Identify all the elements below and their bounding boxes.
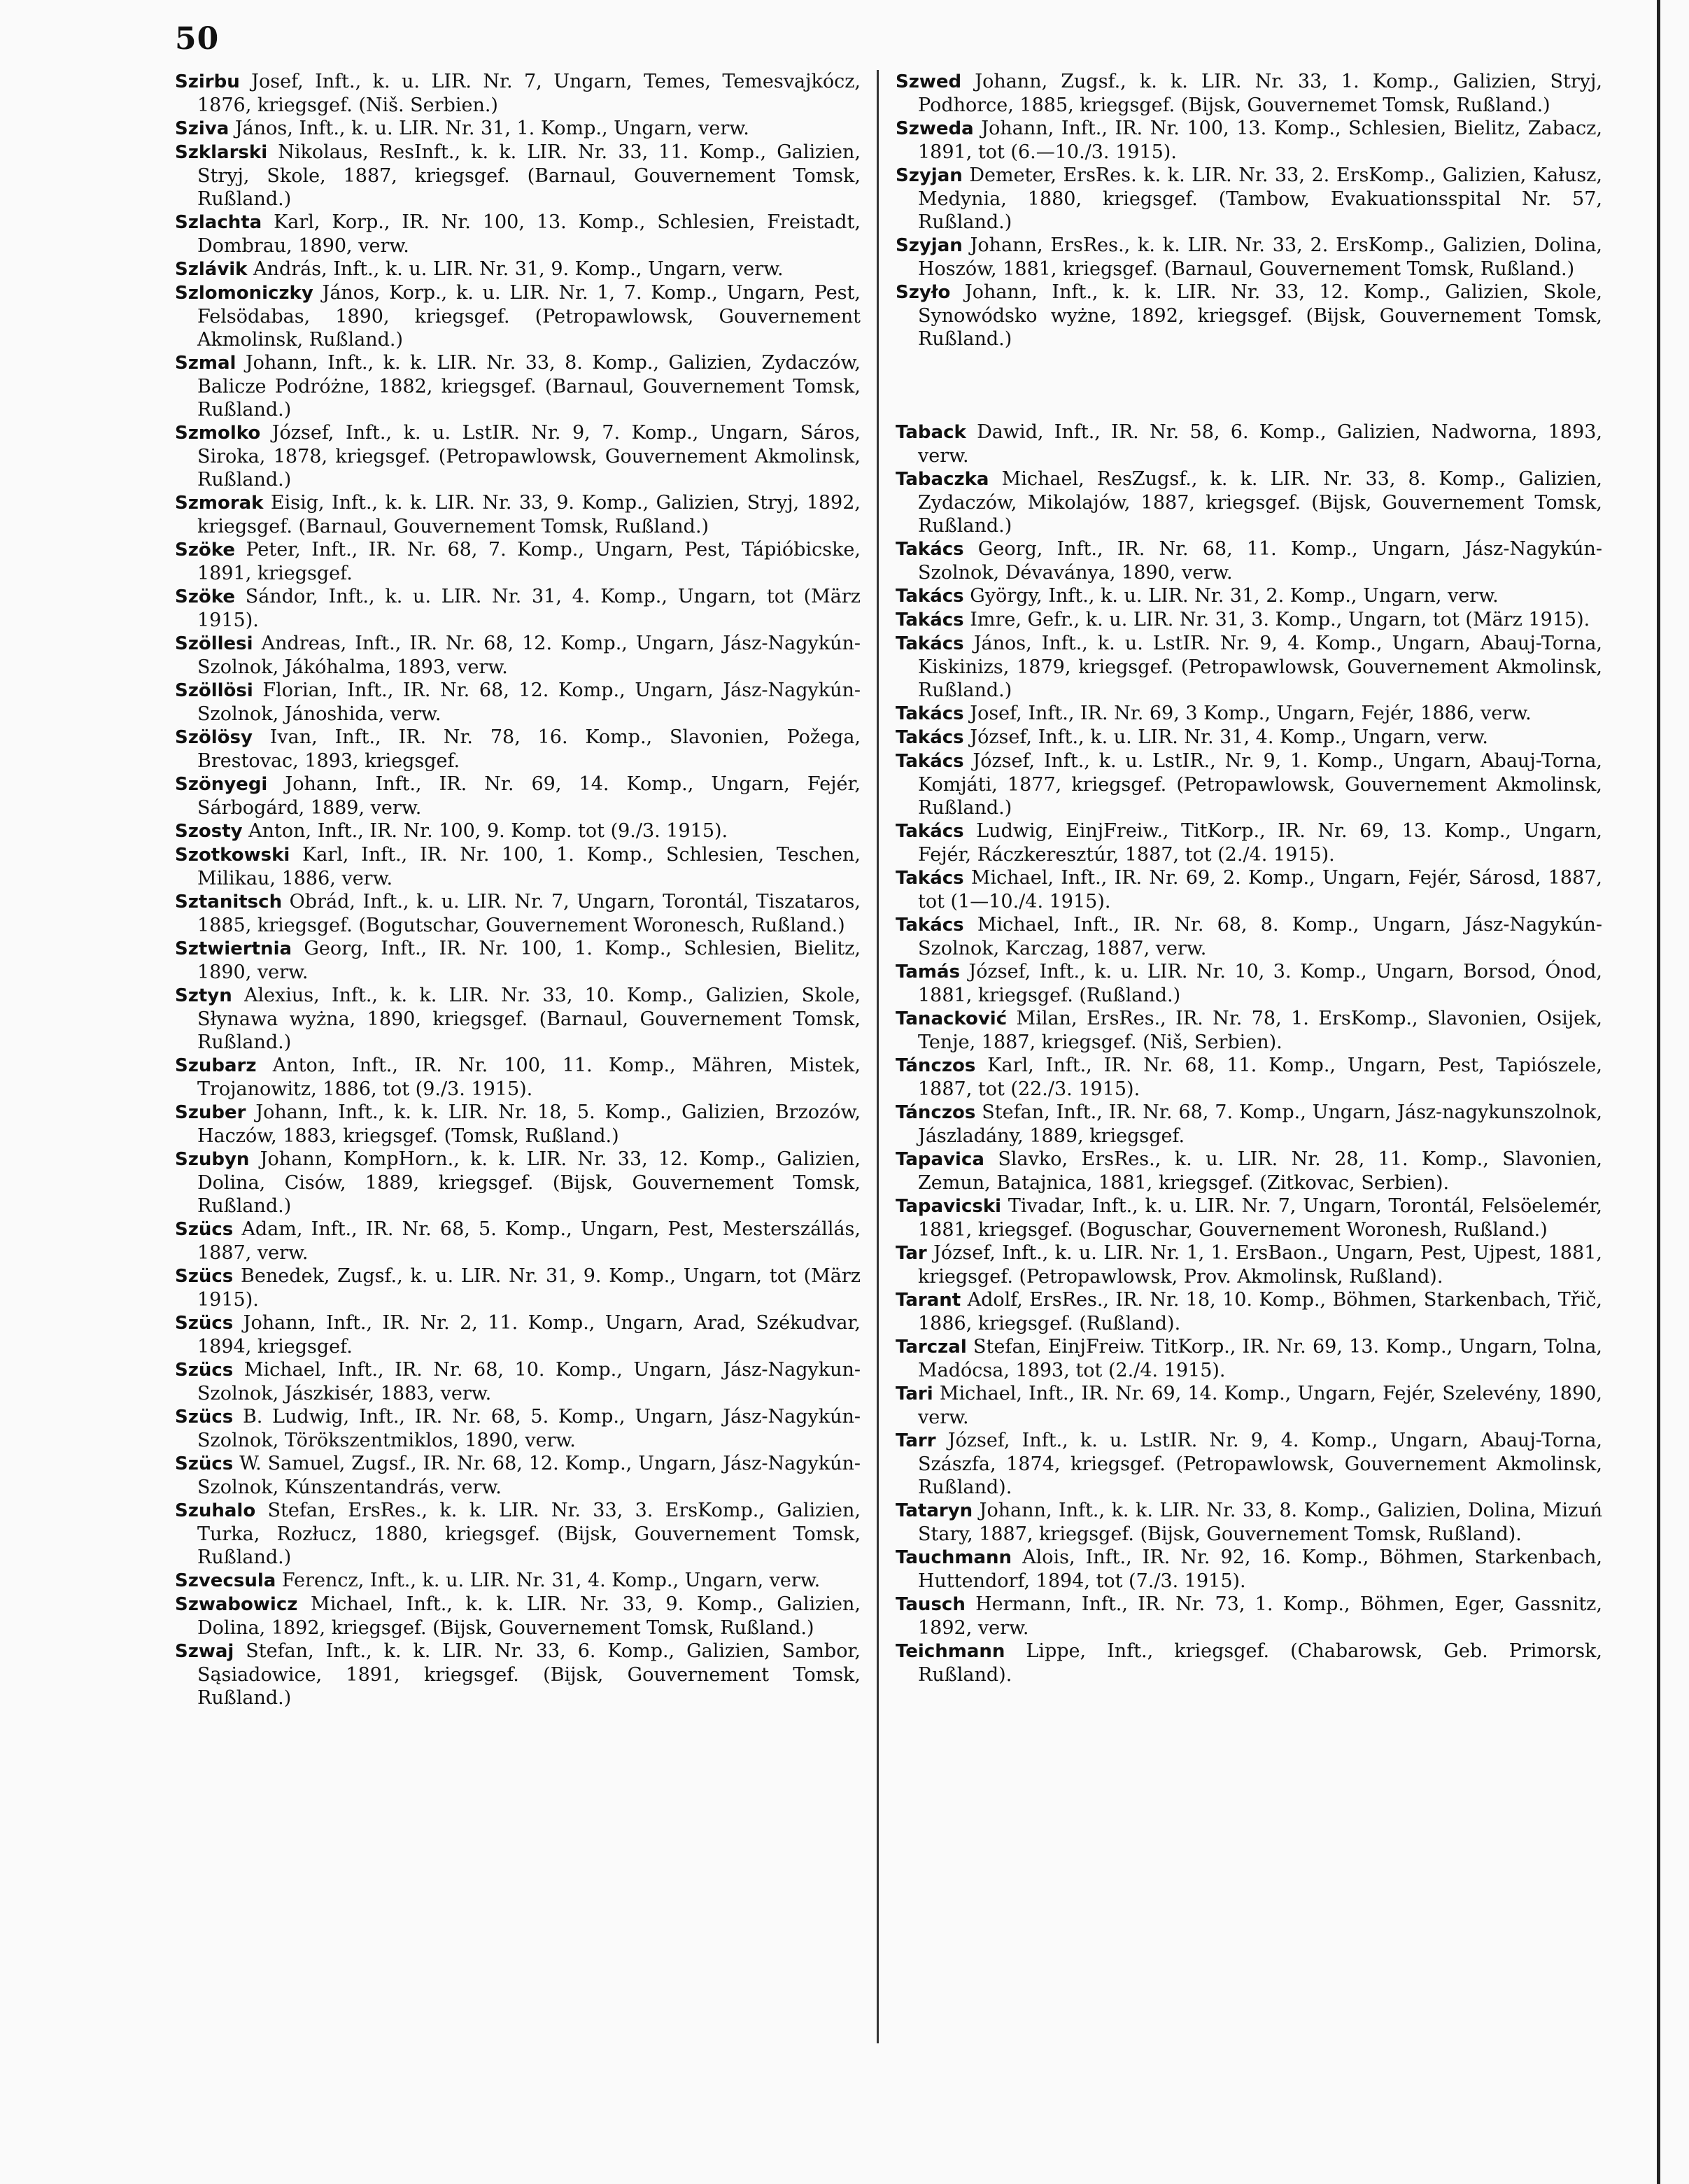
entry-details: B. Ludwig, Inft., IR. Nr. 68, 5. Komp., Ungarn, Jász-Nagykún-Szolnok, Törökszentmiklos, 1890, verw.: [197, 1406, 861, 1451]
section-gap: [896, 351, 1602, 421]
entry-details: Josef, Inft., k. u. LIR. Nr. 7, Ungarn, Temes, Temesvajkócz, 1876, kriegsgef. (Niš. Serbien.): [197, 71, 861, 116]
entry-details: Stefan, ErsRes., k. k. LIR. Nr. 33, 3. ErsKomp., Galizien, Turka, Rozłucz, 1880, kriegsgef. (Bijsk, Gouvernement Tomsk, Rußland.): [197, 1500, 861, 1568]
casualty-entry: [175, 843, 861, 890]
entry-surname: Sztanitsch: [175, 892, 283, 913]
casualty-entry: [175, 984, 861, 1054]
entry-surname: Tarant: [896, 1290, 961, 1311]
casualty-entry: [175, 679, 861, 726]
entry-surname: Szyło: [896, 282, 951, 303]
entry-surname: Takács: [896, 915, 964, 936]
entry-surname: Takács: [896, 633, 964, 654]
casualty-entry: [175, 421, 861, 491]
entry-details: József, Inft., k. u. LIR. Nr. 1, 1. ErsBaon., Ungarn, Pest, Ujpest, 1881, kriegsgef. (Petropawlowsk, Prov. Akmolinsk, Rußland).: [918, 1242, 1602, 1288]
entry-surname: Szvecsula: [175, 1570, 276, 1591]
entry-surname: Szotkowski: [175, 845, 290, 866]
casualty-entry: [896, 281, 1602, 351]
entry-details: Karl, Korp., IR. Nr. 100, 13. Komp., Schlesien, Freistadt, Dombrau, 1890, verw.: [197, 211, 861, 257]
casualty-entry: [175, 632, 861, 679]
entry-surname: Sztwiertnia: [175, 938, 292, 959]
entry-details: Imre, Gefr., k. u. LIR. Nr. 31, 3. Komp., Ungarn, tot (März 1915).: [963, 609, 1590, 630]
entry-details: Alois, Inft., IR. Nr. 92, 16. Komp., Böhmen, Starkenbach, Huttendorf, 1894, tot (7./3. 1915).: [918, 1547, 1602, 1592]
entry-surname: Szücs: [175, 1360, 234, 1381]
casualty-entry: [896, 1499, 1602, 1546]
entry-surname: Szwed: [896, 71, 962, 92]
casualty-entry: [896, 584, 1602, 608]
entry-surname: Szwabowicz: [175, 1594, 298, 1615]
entry-surname: Tarr: [896, 1430, 936, 1451]
entry-details: Ferencz, Inft., k. u. LIR. Nr. 31, 4. Komp., Ungarn, verw.: [276, 1570, 821, 1591]
entry-details: Johann, KompHorn., k. k. LIR. Nr. 33, 12. Komp., Galizien, Dolina, Cisów, 1889, kriegsgef. (Bijsk, Gouvernement Tomsk, Rußland.): [197, 1148, 861, 1217]
casualty-entry: [175, 1640, 861, 1710]
entry-surname: Szosty: [175, 821, 243, 842]
entry-surname: Szücs: [175, 1313, 234, 1334]
entry-surname: Szuhalo: [175, 1500, 256, 1521]
entry-surname: Szönyegi: [175, 774, 268, 795]
entry-surname: Takács: [896, 610, 964, 630]
casualty-entry: [175, 1593, 861, 1640]
entry-surname: Szyjan: [896, 165, 963, 186]
entry-details: János, Inft., k. u. LstIR. Nr. 9, 4. Komp., Ungarn, Abauj-Torna, Kiskinizs, 1879, kriegsgef. (Petropawlowsk, Gouvernement Akmolinsk, Rußland.): [918, 633, 1602, 701]
casualty-entry: [175, 211, 861, 258]
casualty-entry: [896, 1382, 1602, 1429]
casualty-entry: [896, 749, 1602, 819]
entry-details: Obrád, Inft., k. u. LIR. Nr. 7, Ungarn, Torontál, Tiszataros, 1885, kriegsgef. (Bogutschar, Gouvernement Woronesch, Rußland.): [197, 891, 861, 936]
casualty-entry: [175, 1264, 861, 1311]
entry-details: Demeter, ErsRes. k. k. LIR. Nr. 33, 2. ErsKomp., Galizien, Kałusz, Medynia, 1880, kriegsgef. (Tambow, Evakuationsspital Nr. 57, Rußland.): [918, 164, 1602, 233]
entry-surname: Szöke: [175, 586, 235, 607]
casualty-entry: [175, 117, 861, 141]
entry-surname: Takács: [896, 868, 964, 889]
casualty-entry: [896, 234, 1602, 281]
casualty-entry: [175, 1452, 861, 1499]
entry-surname: Szweda: [896, 118, 974, 139]
entry-surname: Szöllesi: [175, 633, 253, 654]
entry-surname: Tauchmann: [896, 1547, 1012, 1568]
casualty-entry: [896, 1546, 1602, 1593]
entry-details: Anton, Inft., IR. Nr. 100, 9. Komp. tot (9./3. 1915).: [242, 820, 728, 842]
casualty-entry: [896, 1241, 1602, 1288]
entry-details: Georg, Inft., IR. Nr. 100, 1. Komp., Schlesien, Bielitz, 1890, verw.: [197, 938, 861, 983]
entry-details: Michael, Inft., IR. Nr. 68, 8. Komp., Ungarn, Jász-Nagykún-Szolnok, Karczag, 1887, verw.: [918, 914, 1602, 959]
entry-surname: Szlachta: [175, 212, 262, 233]
entry-details: Adam, Inft., IR. Nr. 68, 5. Komp., Ungarn, Pest, Mesterszállás, 1887, verw.: [197, 1218, 861, 1264]
entry-details: Stefan, Inft., IR. Nr. 68, 7. Komp., Ungarn, Jász-nagykunszolnok, Jászladány, 1889, kriegsgef.: [918, 1101, 1602, 1147]
entry-surname: Sziva: [175, 118, 229, 139]
casualty-entry: [896, 866, 1602, 913]
entry-surname: Szklarski: [175, 142, 268, 163]
column-divider: [877, 70, 879, 2043]
entry-details: Johann, Inft., k. k. LIR. Nr. 33, 8. Komp., Galizien, Dolina, Mizuń Stary, 1887, kriegsgef. (Bijsk, Gouvernement Tomsk, Rußland).: [918, 1500, 1602, 1545]
entry-surname: Takács: [896, 703, 964, 724]
entry-surname: Szubyn: [175, 1149, 250, 1170]
entry-details: W. Samuel, Zugsf., IR. Nr. 68, 12. Komp., Ungarn, Jász-Nagykún-Szolnok, Kúnszentandrás, verw.: [197, 1453, 861, 1498]
entry-details: Ludwig, EinjFreiw., TitKorp., IR. Nr. 69, 13. Komp., Ungarn, Fejér, Ráczkeresztúr, 1887, tot (2./4. 1915).: [918, 820, 1602, 866]
entry-details: Michael, Inft., IR. Nr. 68, 10. Komp., Ungarn, Jász-Nagykun-Szolnok, Jászkisér, 1883, verw.: [197, 1359, 861, 1404]
entry-surname: Szmal: [175, 353, 236, 374]
casualty-entry: [896, 70, 1602, 117]
entry-surname: Szuber: [175, 1102, 246, 1123]
casualty-entry: [175, 726, 861, 773]
casualty-entry: [896, 1335, 1602, 1382]
entry-surname: Szyjan: [896, 235, 963, 256]
entry-details: Johann, Inft., IR. Nr. 69, 14. Komp., Ungarn, Fejér, Sárbogárd, 1889, verw.: [197, 773, 861, 819]
entry-surname: Szirbu: [175, 71, 240, 92]
entry-details: Michael, Inft., k. k. LIR. Nr. 33, 9. Komp., Galizien, Dolina, 1892, kriegsgef. (Bijsk, Gouvernement Tomsk, Rußland.): [197, 1593, 861, 1639]
entry-details: János, Korp., k. u. LIR. Nr. 1, 7. Komp., Ungarn, Pest, Felsödabas, 1890, kriegsgef. (Petropawlowsk, Gouvernement Akmolinsk, Rußland.): [197, 282, 861, 351]
entry-details: Dawid, Inft., IR. Nr. 58, 6. Komp., Galizien, Nadworna, 1893, verw.: [918, 421, 1602, 467]
casualty-entry: [896, 702, 1602, 726]
entry-surname: Tánczos: [896, 1102, 976, 1123]
casualty-entry: [175, 1358, 861, 1405]
casualty-entry: [175, 819, 861, 843]
entry-details: György, Inft., k. u. LIR. Nr. 31, 2. Komp., Ungarn, verw.: [963, 585, 1499, 607]
entry-details: András, Inft., k. u. LIR. Nr. 31, 9. Komp., Ungarn, verw.: [247, 258, 784, 280]
entry-details: Stefan, Inft., k. k. LIR. Nr. 33, 6. Komp., Galizien, Sambor, Sąsiadowice, 1891, kriegsgef. (Bijsk, Gouvernement Tomsk, Rußland.): [197, 1640, 861, 1709]
entry-details: Eisig, Inft., k. k. LIR. Nr. 33, 9. Komp., Galizien, Stryj, 1892, kriegsgef. (Barnaul, Gouvernement Tomsk, Rußland.): [197, 492, 861, 537]
entry-surname: Tarczal: [896, 1337, 967, 1358]
casualty-entry: [896, 960, 1602, 1007]
entry-details: Johann, Inft., k. k. LIR. Nr. 18, 5. Komp., Galizien, Brzozów, Haczów, 1883, kriegsgef. (Tomsk, Rußland.): [197, 1101, 861, 1147]
casualty-entry: [175, 585, 861, 632]
entry-surname: Szücs: [175, 1219, 234, 1240]
entry-details: Benedek, Zugsf., k. u. LIR. Nr. 31, 9. Komp., Ungarn, tot (März 1915).: [197, 1265, 861, 1311]
entry-details: Johann, Inft., IR. Nr. 2, 11. Komp., Ungarn, Arad, Székudvar, 1894, kriegsgef.: [197, 1312, 861, 1358]
entry-surname: Szölösy: [175, 727, 253, 748]
entry-details: Sándor, Inft., k. u. LIR. Nr. 31, 4. Komp., Ungarn, tot (März 1915).: [197, 586, 861, 631]
entry-surname: Tamás: [896, 961, 961, 982]
entry-surname: Takács: [896, 751, 964, 772]
casualty-entry: [896, 913, 1602, 960]
entry-details: Lippe, Inft., kriegsgef. (Chabarowsk, Geb. Primorsk, Rußland).: [918, 1640, 1602, 1686]
casualty-entry: [896, 819, 1602, 866]
casualty-entry: [175, 491, 861, 538]
entry-details: Florian, Inft., IR. Nr. 68, 12. Komp., Ungarn, Jász-Nagykún-Szolnok, Jánoshida, verw.: [197, 679, 861, 725]
casualty-entry: [896, 1101, 1602, 1148]
casualty-entry: [175, 1405, 861, 1452]
entry-details: Michael, Inft., IR. Nr. 69, 14. Komp., Ungarn, Fejér, Szelevény, 1890, verw.: [918, 1383, 1602, 1428]
entry-details: Josef, Inft., IR. Nr. 69, 3 Komp., Ungarn, Fejér, 1886, verw.: [963, 703, 1532, 724]
casualty-entry: [896, 1593, 1602, 1640]
casualty-entry: [896, 164, 1602, 234]
casualty-entry: [175, 1101, 861, 1148]
entry-details: Anton, Inft., IR. Nr. 100, 11. Komp., Mähren, Mistek, Trojanowitz, 1886, tot (9./3. 1915).: [197, 1055, 861, 1100]
casualty-entry: [896, 537, 1602, 584]
entry-details: Georg, Inft., IR. Nr. 68, 11. Komp., Ungarn, Jász-Nagykún-Szolnok, Dévaványa, 1890, verw.: [918, 538, 1602, 584]
entry-surname: Tari: [896, 1383, 933, 1404]
casualty-entry: [175, 70, 861, 117]
entry-surname: Teichmann: [896, 1641, 1005, 1662]
casualty-entry: [175, 538, 861, 585]
casualty-entry: [896, 632, 1602, 702]
casualty-entry: [896, 1054, 1602, 1101]
page-number: 50: [175, 21, 220, 57]
entry-details: József, Inft., k. u. LIR. Nr. 31, 4. Komp., Ungarn, verw.: [963, 726, 1488, 748]
entry-surname: Tabaczka: [896, 469, 989, 490]
entry-surname: Szmolko: [175, 423, 261, 444]
entry-details: József, Inft., k. u. LstIR. Nr. 9, 4. Komp., Ungarn, Abauj-Torna, Szászfa, 1874, kriegsgef. (Petropawlowsk, Gouvernement Akmolinsk, Rußland).: [918, 1430, 1602, 1498]
casualty-entry: [175, 1499, 861, 1569]
entry-surname: Takács: [896, 821, 964, 842]
entry-details: Adolf, ErsRes., IR. Nr. 18, 10. Komp., Böhmen, Starkenbach, Třič, 1886, kriegsgef. (Rußland).: [918, 1289, 1602, 1334]
entry-surname: Szwaj: [175, 1641, 234, 1662]
entry-details: Johann, Inft., IR. Nr. 100, 13. Komp., Schlesien, Bielitz, Zabacz, 1891, tot (6.—10./3. 1915).: [918, 118, 1602, 163]
entry-details: Karl, Inft., IR. Nr. 100, 1. Komp., Schlesien, Teschen, Milikau, 1886, verw.: [197, 844, 861, 889]
entry-details: Tivadar, Inft., k. u. LIR. Nr. 7, Ungarn, Torontál, Felsöelemér, 1881, kriegsgef. (Boguschar, Gouvernement Woronesh, Rußland.): [918, 1195, 1602, 1241]
entry-surname: Tánczos: [896, 1055, 976, 1076]
entry-details: Johann, Inft., k. k. LIR. Nr. 33, 8. Komp., Galizien, Zydaczów, Balicze Podróżne, 1882, kriegsgef. (Barnaul, Gouvernement Tomsk, Rußland.): [197, 352, 861, 421]
entry-details: Milan, ErsRes., IR. Nr. 78, 1. ErsKomp., Slavonien, Osijek, Tenje, 1887, kriegsgef. (Niš, Serbien).: [918, 1008, 1602, 1053]
entry-details: Nikolaus, ResInft., k. k. LIR. Nr. 33, 11. Komp., Galizien, Stryj, Skole, 1887, kriegsgef. (Barnaul, Gouvernement Tomsk, Rußland.): [197, 141, 861, 210]
entry-surname: Tapavica: [896, 1149, 984, 1170]
entry-surname: Szlávik: [175, 259, 248, 280]
right-column: [896, 70, 1602, 1686]
entry-surname: Tausch: [896, 1594, 966, 1615]
casualty-entry: [175, 773, 861, 819]
entry-surname: Szücs: [175, 1453, 234, 1474]
entry-details: József, Inft., k. u. LstIR. Nr. 9, 7. Komp., Ungarn, Sáros, Siroka, 1878, kriegsgef. (Petropawlowsk, Gouvernement Akmolinsk, Rußland.): [197, 422, 861, 491]
casualty-entry: [175, 1054, 861, 1101]
left-column: [175, 70, 861, 1710]
casualty-entry: [175, 141, 861, 211]
casualty-entry: [896, 1288, 1602, 1335]
casualty-entry: [175, 937, 861, 984]
casualty-entry: [896, 421, 1602, 467]
casualty-entry: [896, 1195, 1602, 1241]
entry-surname: Szücs: [175, 1266, 234, 1287]
casualty-entry: [175, 281, 861, 351]
entry-surname: Szubarz: [175, 1055, 257, 1076]
entry-surname: Takács: [896, 586, 964, 607]
casualty-entry: [896, 726, 1602, 749]
casualty-entry: [896, 608, 1602, 632]
casualty-entry: [175, 1148, 861, 1218]
entry-details: Karl, Inft., IR. Nr. 68, 11. Komp., Ungarn, Pest, Tapiószele, 1887, tot (22./3. 1915).: [918, 1055, 1602, 1100]
entry-surname: Tanacković: [896, 1008, 1008, 1029]
casualty-entry: [175, 1218, 861, 1264]
casualty-entry: [896, 1148, 1602, 1195]
casualty-entry: [896, 467, 1602, 537]
entry-details: Johann, Inft., k. k. LIR. Nr. 33, 12. Komp., Galizien, Skole, Synowódsko wyżne, 1892, kriegsgef. (Bijsk, Gouvernement Tomsk, Rußland.): [918, 281, 1602, 350]
entry-surname: Szöke: [175, 540, 235, 561]
right-column-sz-entries: [896, 70, 1602, 351]
entry-details: József, Inft., k. u. LIR. Nr. 10, 3. Komp., Ungarn, Borsod, Ónod, 1881, kriegsgef. (Rußland.): [918, 961, 1602, 1006]
entry-details: Slavko, ErsRes., k. u. LIR. Nr. 28, 11. Komp., Slavonien, Zemun, Batajnica, 1881, kriegsgef. (Zitkovac, Serbien).: [918, 1148, 1602, 1194]
casualty-entry: [896, 1007, 1602, 1054]
entry-details: Johann, ErsRes., k. k. LIR. Nr. 33, 2. ErsKomp., Galizien, Dolina, Hoszów, 1881, kriegsgef. (Barnaul, Gouvernement Tomsk, Rußland.): [918, 234, 1602, 280]
entry-details: Andreas, Inft., IR. Nr. 68, 12. Komp., Ungarn, Jász-Nagykún-Szolnok, Jákóhalma, 1893, verw.: [197, 633, 861, 678]
entry-details: József, Inft., k. u. LstIR., Nr. 9, 1. Komp., Ungarn, Abauj-Torna, Komjáti, 1877, kriegsgef. (Petropawlowsk, Gouvernement Akmolinsk, Rußland.): [918, 750, 1602, 819]
casualty-entry: [896, 1429, 1602, 1499]
entry-details: Johann, Zugsf., k. k. LIR. Nr. 33, 1. Komp., Galizien, Stryj, Podhorce, 1885, kriegsgef. (Bijsk, Gouvernemet Tomsk, Rußland.): [918, 71, 1602, 116]
casualty-entry: [175, 890, 861, 937]
casualty-entry: [175, 258, 861, 281]
entry-surname: Szlomoniczky: [175, 283, 313, 304]
entry-surname: Sztyn: [175, 985, 232, 1006]
entry-surname: Szücs: [175, 1407, 234, 1428]
casualty-entry: [896, 1640, 1602, 1686]
casualty-entry: [175, 351, 861, 421]
entry-details: János, Inft., k. u. LIR. Nr. 31, 1. Komp., Ungarn, verw.: [229, 118, 749, 139]
casualty-entry: [175, 1569, 861, 1593]
entry-surname: Tapavicski: [896, 1196, 1002, 1217]
right-column-t-entries: [896, 421, 1602, 1686]
casualty-entry: [896, 117, 1602, 164]
entry-details: Michael, ResZugsf., k. k. LIR. Nr. 33, 8. Komp., Galizien, Zydaczów, Mikolajów, 1887, kriegsgef. (Bijsk, Gouvernement Tomsk, Rußland.): [918, 468, 1602, 537]
entry-surname: Tar: [896, 1243, 927, 1264]
entry-surname: Tataryn: [896, 1500, 973, 1521]
entry-details: Hermann, Inft., IR. Nr. 73, 1. Komp., Böhmen, Eger, Gassnitz, 1892, verw.: [918, 1593, 1602, 1639]
right-border-rule: [1657, 0, 1660, 2184]
casualty-entry: [175, 1311, 861, 1358]
entry-details: Peter, Inft., IR. Nr. 68, 7. Komp., Ungarn, Pest, Tápióbicske, 1891, kriegsgef.: [197, 539, 861, 584]
entry-details: Alexius, Inft., k. k. LIR. Nr. 33, 10. Komp., Galizien, Skole, Słynawa wyżna, 1890, kriegsgef. (Barnaul, Gouvernement Tomsk, Rußland.): [197, 985, 861, 1053]
entry-details: Michael, Inft., IR. Nr. 69, 2. Komp., Ungarn, Fejér, Sárosd, 1887, tot (1—10./4. 1915).: [918, 867, 1602, 913]
entry-details: Ivan, Inft., IR. Nr. 78, 16. Komp., Slavonien, Požega, Brestovac, 1893, kriegsgef.: [197, 726, 861, 772]
entry-surname: Szmorak: [175, 493, 264, 514]
entry-surname: Taback: [896, 422, 966, 443]
entry-surname: Takács: [896, 539, 964, 560]
entry-surname: Szöllösi: [175, 680, 253, 701]
entry-surname: Takács: [896, 727, 964, 748]
entry-details: Stefan, EinjFreiw. TitKorp., IR. Nr. 69, 13. Komp., Ungarn, Tolna, Madócsa, 1893, tot (2./4. 1915).: [918, 1336, 1602, 1381]
